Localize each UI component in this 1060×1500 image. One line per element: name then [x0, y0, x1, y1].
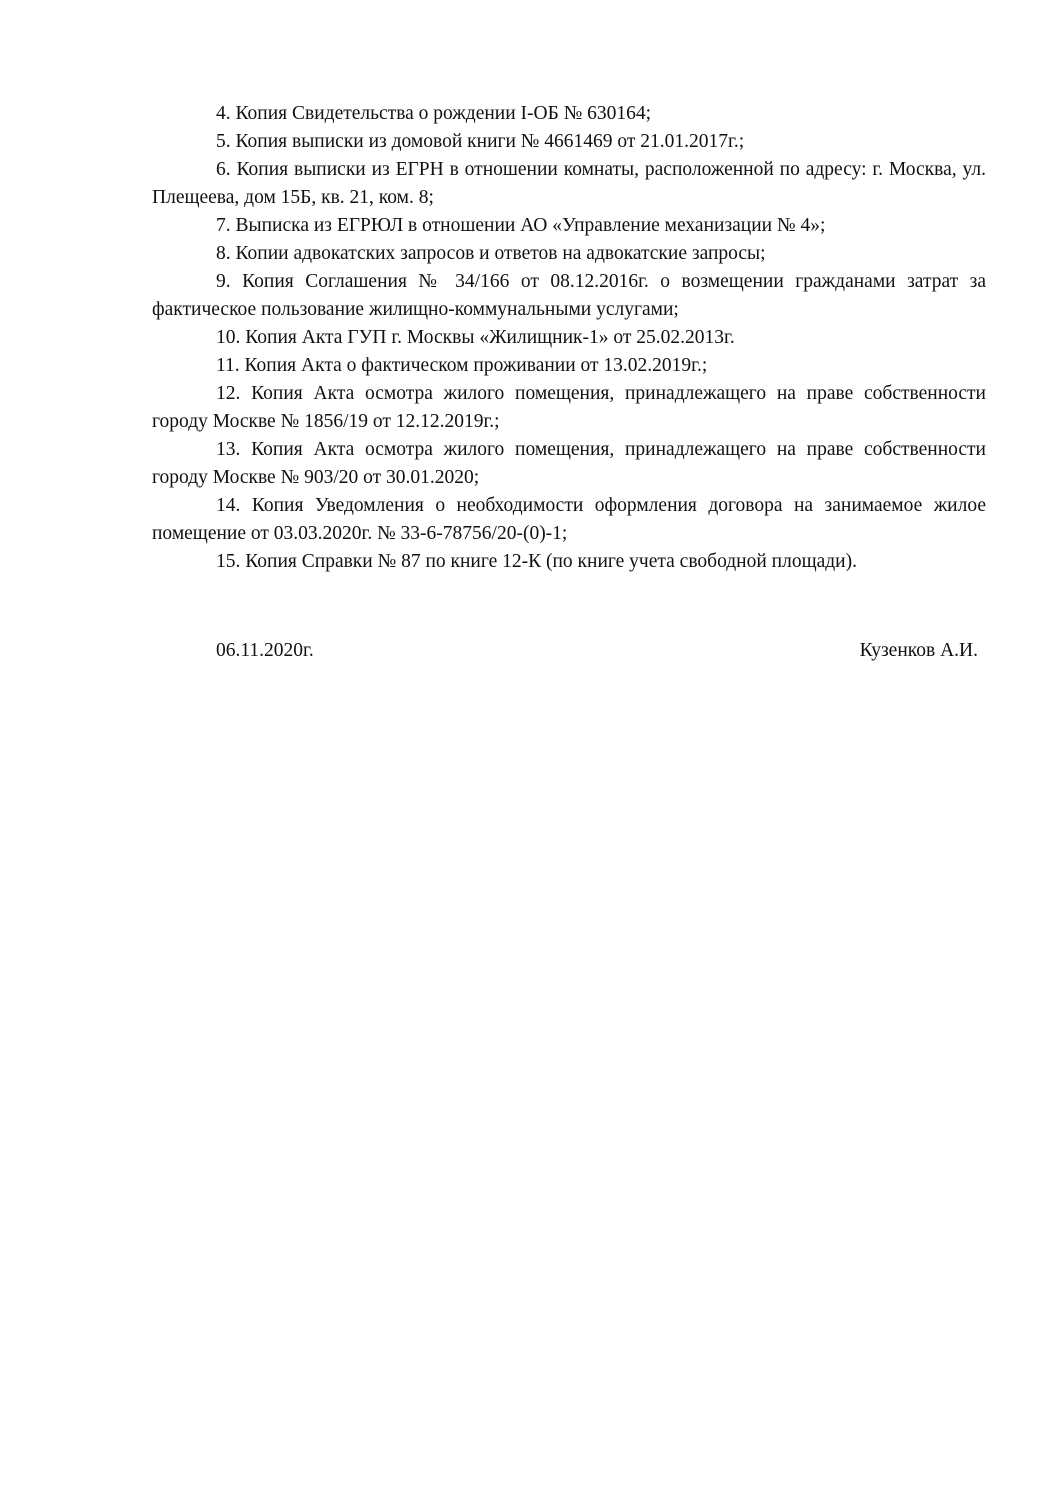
list-item: 11. Копия Акта о фактическом проживании от 13.02.2019г.;	[216, 355, 708, 376]
list-item: 13. Копия Акта осмотра жилого помещения, принадлежащего на праве собственности городу Москве № 903/20 от 30.01.2020;	[152, 439, 986, 488]
list-item: 8. Копии адвокатских запросов и ответов на адвокатские запросы;	[216, 243, 766, 264]
attachments-list	[152, 100, 986, 576]
list-item: 7. Выписка из ЕГРЮЛ в отношении АО «Управление механизации № 4»;	[216, 215, 826, 236]
list-item: 4. Копия Свидетельства о рождении I-ОБ № 630164;	[216, 103, 652, 124]
signature-date: 06.11.2020г.	[216, 640, 314, 661]
list-item: 6. Копия выписки из ЕГРН в отношении комнаты, расположенной по адресу: г. Москва, ул. Плещеева, дом 15Б, кв. 21, ком. 8;	[152, 159, 986, 208]
list-item: 10. Копия Акта ГУП г. Москвы «Жилищник-1» от 25.02.2013г.	[216, 327, 735, 348]
list-item: 5. Копия выписки из домовой книги № 4661469 от 21.01.2017г.;	[216, 131, 745, 152]
signature-block	[152, 637, 986, 667]
list-item: 9. Копия Соглашения № 34/166 от 08.12.2016г. о возмещении гражданами затрат за фактическое пользование жилищно-коммунальными услугами;	[152, 271, 986, 320]
list-item: 12. Копия Акта осмотра жилого помещения, принадлежащего на праве собственности городу Москве № 1856/19 от 12.12.2019г.;	[152, 383, 986, 432]
list-item: 15. Копия Справки № 87 по книге 12-К (по книге учета свободной площади).	[216, 551, 857, 572]
signature-name: Кузенков А.И.	[859, 640, 978, 661]
list-item: 14. Копия Уведомления о необходимости оформления договора на занимаемое жилое помещение от 03.03.2020г. № 33-6-78756/20-(0)-1;	[152, 495, 986, 544]
